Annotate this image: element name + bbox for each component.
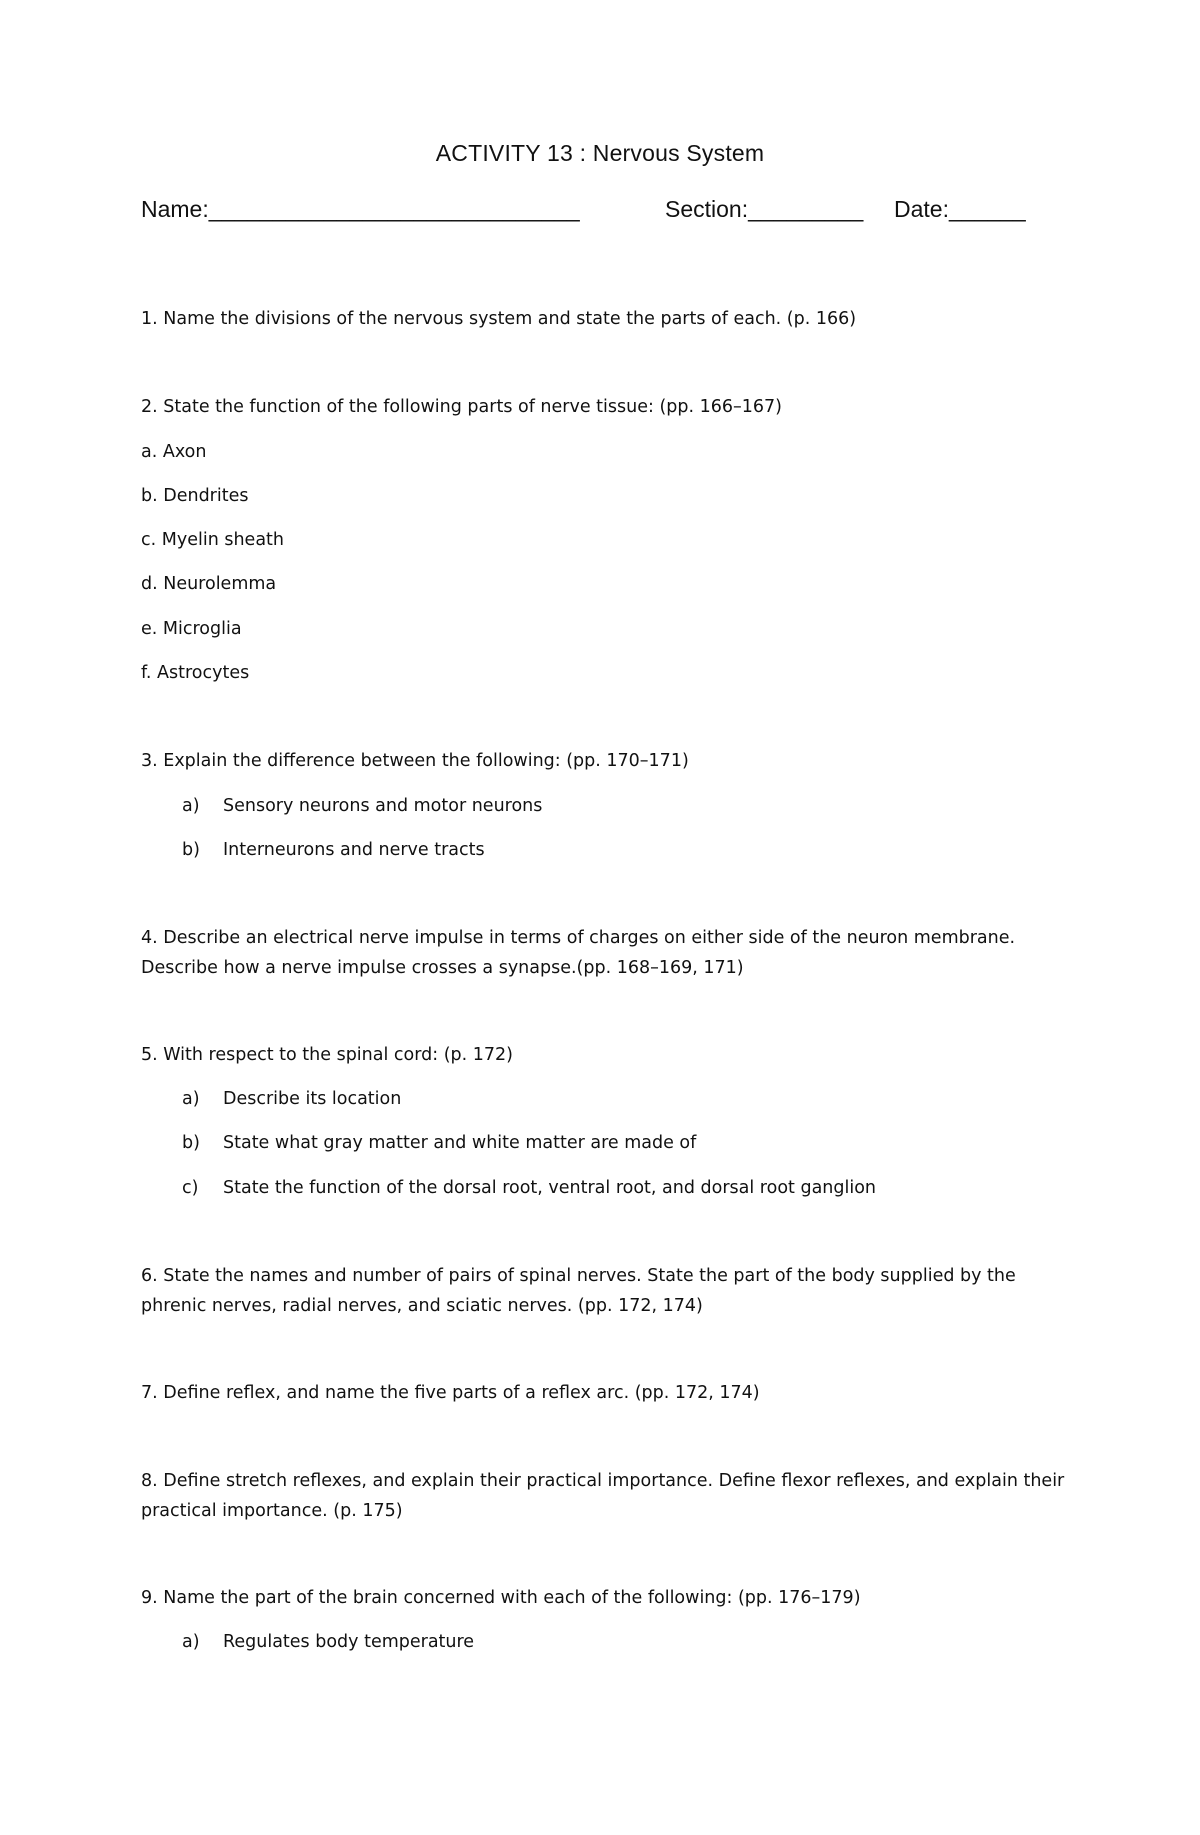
question-2-item-c: c. Myelin sheath [141, 530, 284, 550]
list-item-text: Regulates body temperature [223, 1632, 475, 1652]
list-marker: b) [182, 840, 200, 860]
question-2: 2. State the function of the following parts of nerve tissue: (pp. 166–167) [141, 397, 782, 417]
question-2-item-d: d. Neurolemma [141, 574, 277, 594]
question-5: 5. With respect to the spinal cord: (p. 172) [141, 1045, 513, 1065]
list-marker: a) [182, 1632, 200, 1652]
list-item-text: State the function of the dorsal root, ventral root, and dorsal root ganglion [223, 1178, 877, 1198]
question-2-item-e: e. Microglia [141, 619, 242, 639]
list-marker: a) [182, 1089, 200, 1109]
question-6: 6. State the names and number of pairs of spinal nerves. State the part of the body supplied by the phrenic nerves, radial nerves, and sciatic nerves. (pp. 172, 174) [141, 1266, 1016, 1316]
page-title: ACTIVITY 13 : Nervous System [435, 140, 765, 166]
list-marker: a) [182, 796, 200, 816]
question-2-item-f: f. Astrocytes [141, 663, 250, 683]
section-field[interactable]: Section:_________ [665, 196, 864, 222]
question-2-item-a: a. Axon [141, 442, 207, 462]
list-marker: c) [182, 1178, 199, 1198]
question-7: 7. Define reflex, and name the five parts of a reflex arc. (pp. 172, 174) [141, 1383, 760, 1403]
list-item-text: State what gray matter and white matter are made of [223, 1133, 697, 1153]
list-item-text: Interneurons and nerve tracts [223, 840, 485, 860]
question-2-item-b: b. Dendrites [141, 486, 249, 506]
question-4: 4. Describe an electrical nerve impulse in terms of charges on either side of the neuron membrane. Describe how a nerve impulse crosses a synapse.(pp. 168–169, 171) [141, 928, 1016, 978]
list-marker: b) [182, 1133, 200, 1153]
date-field[interactable]: Date:______ [894, 196, 1026, 222]
list-item-text: Describe its location [223, 1089, 402, 1109]
question-1: 1. Name the divisions of the nervous system and state the parts of each. (p. 166) [141, 309, 857, 329]
name-field[interactable]: Name:_____________________________ [141, 196, 580, 222]
question-3: 3. Explain the difference between the following: (pp. 170–171) [141, 751, 689, 771]
list-item-text: Sensory neurons and motor neurons [223, 796, 543, 816]
question-9: 9. Name the part of the brain concerned with each of the following: (pp. 176–179) [141, 1588, 861, 1608]
question-8: 8. Define stretch reflexes, and explain their practical importance. Define flexor reflexes, and explain their practical importance. (p. 175) [141, 1471, 1065, 1521]
